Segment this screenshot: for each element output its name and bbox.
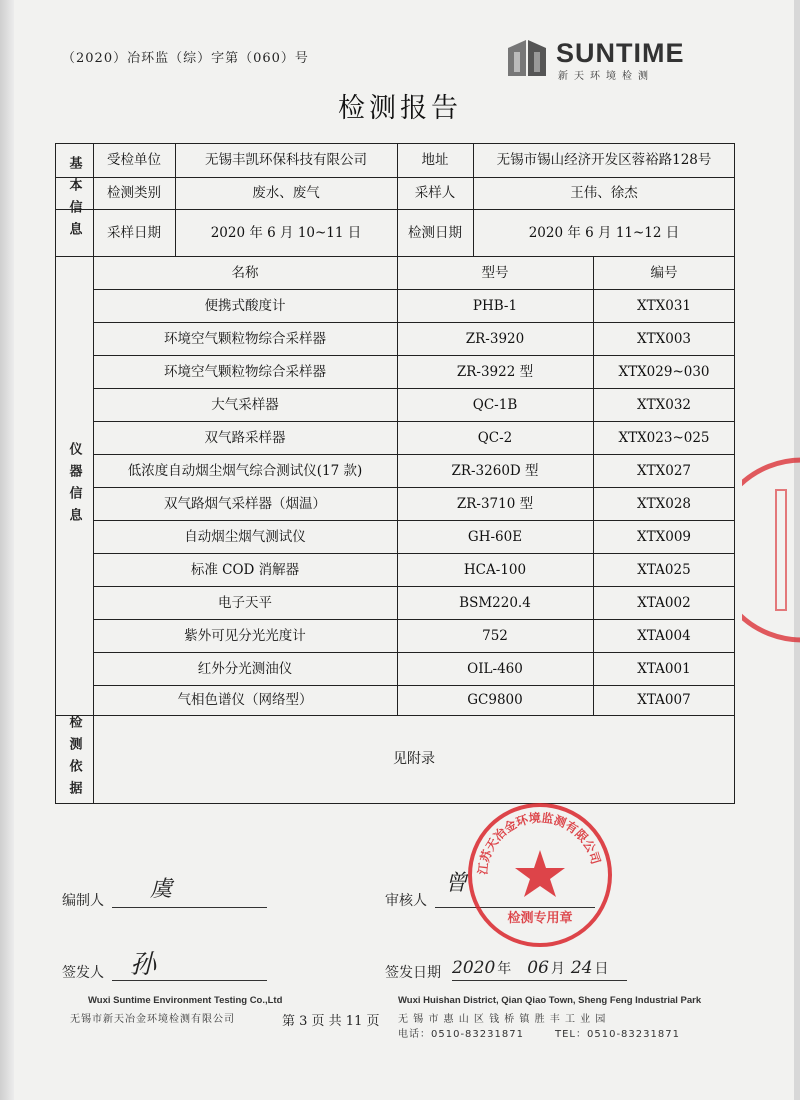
instrument-model: GH-60E bbox=[467, 528, 523, 545]
instrument-name: 大气采样器 bbox=[211, 396, 279, 413]
issue-day: 24 bbox=[570, 958, 593, 978]
label-sampler: 采样人 bbox=[414, 185, 456, 201]
page-number: 第 3 页 共 11 页 bbox=[282, 1014, 380, 1029]
instrument-number: XTA001 bbox=[637, 660, 691, 677]
issue-day-unit: 日 bbox=[594, 961, 609, 977]
instrument-number: XTX003 bbox=[637, 330, 691, 347]
label-address: 地址 bbox=[421, 152, 449, 168]
binding-edge bbox=[0, 0, 14, 1100]
compiler-line bbox=[112, 907, 267, 908]
instrument-number: XTX009 bbox=[637, 528, 691, 545]
instrument-name: 环境空气颗粒物综合采样器 bbox=[164, 330, 326, 347]
instrument-model: ZR-3260D 型 bbox=[451, 462, 539, 479]
instrument-model: HCA-100 bbox=[463, 561, 527, 578]
instrument-number: XTA002 bbox=[637, 594, 691, 611]
issue-date-label: 签发日期 bbox=[385, 965, 441, 981]
instrument-number: XTA004 bbox=[637, 627, 691, 644]
instrument-name: 低浓度自动烟尘烟气综合测试仪(17 款) bbox=[127, 462, 363, 479]
instrument-number: XTX027 bbox=[637, 462, 691, 479]
label-test-date: 检测日期 bbox=[408, 224, 462, 241]
instrument-name: 紫外可见分光光度计 bbox=[184, 627, 306, 644]
logo-mark-icon bbox=[506, 38, 548, 78]
seal-text: 江苏天冶金环境监测有限公司 bbox=[475, 810, 603, 876]
instrument-model: 752 bbox=[482, 627, 508, 644]
instrument-number: XTA007 bbox=[637, 692, 691, 708]
value-sampler: 王伟、徐杰 bbox=[570, 185, 638, 201]
instrument-name: 双气路烟气采样器（烟温） bbox=[164, 495, 326, 512]
footer-company-en: Wuxi Suntime Environment Testing Co.,Ltd bbox=[88, 995, 283, 1006]
issue-year: 2020 bbox=[452, 958, 496, 978]
seal-subtext: 检测专用章 bbox=[507, 911, 573, 926]
instrument-name: 环境空气颗粒物综合采样器 bbox=[164, 363, 326, 380]
issue-month-unit: 月 bbox=[550, 961, 565, 977]
label-test-category: 检测类别 bbox=[107, 185, 161, 201]
official-seal-icon bbox=[465, 800, 615, 950]
issue-date bbox=[452, 958, 609, 978]
instrument-model: GC9800 bbox=[467, 692, 523, 708]
instrument-number: XTX028 bbox=[637, 495, 691, 512]
report-table bbox=[55, 143, 735, 803]
logo-subtitle: 新天环境检测 bbox=[558, 71, 654, 82]
issuer-line bbox=[112, 980, 267, 981]
footer-address-en: Wuxi Huishan District, Qian Qiao Town, Sheng Feng Industrial Park bbox=[398, 995, 702, 1006]
compiler-label: 编制人 bbox=[62, 893, 104, 909]
instrument-model: ZR-3710 型 bbox=[456, 495, 534, 512]
instrument-info-label: 仪器信息 bbox=[66, 441, 82, 530]
issuer-label: 签发人 bbox=[62, 965, 104, 981]
page-title: 检测报告 bbox=[338, 93, 462, 124]
value-test-date: 2020 年 6 月 11~12 日 bbox=[528, 224, 680, 241]
instrument-model: ZR-3922 型 bbox=[456, 363, 534, 380]
instrument-name: 便携式酸度计 bbox=[204, 297, 286, 314]
compiler-signature: 虞 bbox=[150, 877, 173, 902]
reviewer-signature: 曾 bbox=[445, 871, 468, 896]
instrument-model: PHB-1 bbox=[472, 297, 518, 314]
partial-seal-icon bbox=[742, 450, 800, 650]
instrument-number: XTA025 bbox=[637, 561, 691, 578]
logo-text: SUNTIME bbox=[556, 38, 685, 68]
instrument-model: ZR-3920 bbox=[465, 330, 525, 347]
label-sampling-date: 采样日期 bbox=[107, 224, 161, 241]
footer-tel-en: TEL：0510-83231871 bbox=[555, 1029, 680, 1040]
col-header-name: 名称 bbox=[231, 264, 259, 281]
instrument-model: QC-1B bbox=[472, 396, 518, 413]
value-test-category: 废水、废气 bbox=[252, 185, 320, 201]
value-sampling-date: 2020 年 6 月 10~11 日 bbox=[210, 224, 362, 241]
document-number: （2020）冶环监（综）字第（060）号 bbox=[62, 51, 309, 66]
instrument-name: 电子天平 bbox=[218, 594, 272, 611]
footer-address-cn: 无 锡 市 惠 山 区 钱 桥 镇 胜 丰 工 业 园 bbox=[398, 1014, 607, 1025]
instrument-number: XTX032 bbox=[637, 396, 691, 413]
company-logo bbox=[506, 36, 696, 82]
reviewer-label: 审核人 bbox=[385, 893, 427, 909]
instrument-number: XTX029~030 bbox=[618, 363, 710, 380]
instrument-name: 双气路采样器 bbox=[204, 429, 286, 446]
instrument-number: XTX023~025 bbox=[618, 429, 710, 446]
instrument-name: 气相色谱仪（网络型） bbox=[177, 692, 313, 708]
instrument-model: QC-2 bbox=[477, 429, 513, 446]
instrument-name: 红外分光测油仪 bbox=[197, 660, 293, 677]
instrument-model: OIL-460 bbox=[467, 660, 523, 677]
basic-info-label: 基本信息 bbox=[66, 155, 82, 244]
instrument-model: BSM220.4 bbox=[459, 594, 531, 611]
issue-month: 06 bbox=[527, 958, 549, 978]
issuer-signature: 孙 bbox=[130, 950, 157, 980]
basis-value: 见附录 bbox=[393, 751, 435, 767]
issue-date-line bbox=[452, 980, 627, 981]
footer-company-cn: 无锡市新天冶金环境检测有限公司 bbox=[70, 1014, 235, 1025]
label-inspected-unit: 受检单位 bbox=[107, 152, 161, 168]
issue-year-unit: 年 bbox=[497, 961, 512, 977]
instrument-name: 标准 COD 消解器 bbox=[190, 561, 300, 578]
instrument-name: 自动烟尘烟气测试仪 bbox=[184, 528, 306, 545]
value-address: 无锡市锡山经济开发区蓉裕路128号 bbox=[496, 152, 712, 168]
value-inspected-unit: 无锡丰凯环保科技有限公司 bbox=[205, 152, 367, 168]
basis-label: 检测依据 bbox=[66, 715, 82, 803]
footer-tel-cn: 电话：0510-83231871 bbox=[398, 1029, 524, 1040]
instrument-number: XTX031 bbox=[637, 297, 691, 314]
col-header-number: 编号 bbox=[650, 264, 678, 281]
col-header-model: 型号 bbox=[481, 264, 509, 281]
